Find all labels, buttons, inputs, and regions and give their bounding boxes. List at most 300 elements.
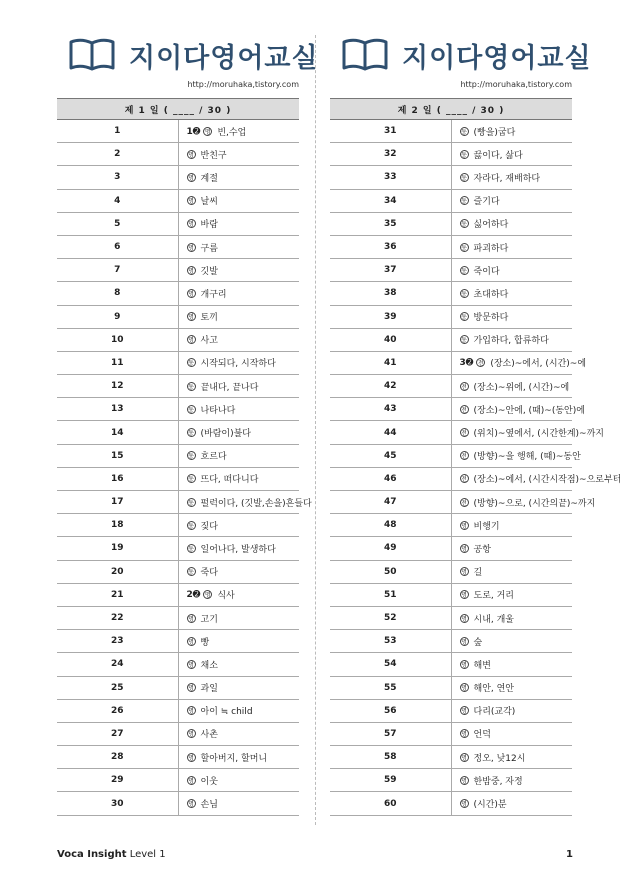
row-number: 6 bbox=[57, 235, 178, 258]
row-meaning-cell bbox=[178, 259, 299, 282]
row-meaning-cell bbox=[178, 746, 299, 769]
meaning-text: 날씨 bbox=[200, 197, 218, 208]
table-row bbox=[330, 676, 572, 699]
row-meaning-cell bbox=[451, 212, 572, 235]
meaning-text: 손님 bbox=[200, 800, 218, 811]
part-of-speech-badge: 명 bbox=[461, 661, 467, 669]
part-of-speech-badge: 동 bbox=[461, 151, 467, 159]
part-of-speech-badge: 동 bbox=[188, 499, 194, 507]
row-meaning-cell bbox=[451, 792, 572, 815]
table-row bbox=[330, 537, 572, 560]
row-meaning-cell bbox=[178, 676, 299, 699]
row-meaning-cell bbox=[178, 143, 299, 166]
row-meaning-cell bbox=[178, 166, 299, 189]
row-meaning-cell bbox=[451, 606, 572, 629]
table-row bbox=[57, 769, 299, 792]
meaning-text: 정오, 낮12시 bbox=[473, 753, 526, 764]
row-number: 28 bbox=[57, 746, 178, 769]
row-number: 47 bbox=[330, 491, 451, 514]
row-meaning-cell bbox=[178, 305, 299, 328]
row-meaning-cell bbox=[451, 560, 572, 583]
meaning-text: 깃발 bbox=[200, 266, 218, 277]
row-meaning-cell bbox=[451, 746, 572, 769]
row-meaning-cell bbox=[178, 375, 299, 398]
row-number: 33 bbox=[330, 166, 451, 189]
row-number: 42 bbox=[330, 375, 451, 398]
table-row bbox=[57, 398, 299, 421]
table-row bbox=[330, 514, 572, 537]
row-number: 13 bbox=[57, 398, 178, 421]
part-of-speech-badge: 명 bbox=[461, 615, 467, 623]
meaning-text: (바람이)불다 bbox=[200, 429, 251, 440]
row-meaning-cell bbox=[451, 143, 572, 166]
meaning-text: 해안, 연안 bbox=[473, 684, 514, 695]
part-of-speech-badge: 명 bbox=[188, 337, 194, 345]
part-of-speech-badge: 명 bbox=[188, 708, 194, 716]
part-of-speech-badge: 동 bbox=[461, 128, 467, 136]
left-column bbox=[57, 30, 319, 811]
row-number: 37 bbox=[330, 259, 451, 282]
row-meaning-cell bbox=[451, 120, 572, 143]
row-number: 11 bbox=[57, 351, 178, 374]
table-row bbox=[57, 444, 299, 467]
table-row bbox=[57, 375, 299, 398]
part-of-speech-badge: 동 bbox=[461, 290, 467, 298]
table-row bbox=[330, 282, 572, 305]
row-number: 58 bbox=[330, 746, 451, 769]
table-row bbox=[57, 699, 299, 722]
table-row bbox=[330, 305, 572, 328]
row-meaning-cell bbox=[178, 514, 299, 537]
brand-header-left bbox=[57, 30, 319, 89]
row-number: 43 bbox=[330, 398, 451, 421]
part-of-speech-badge: 동 bbox=[188, 453, 194, 461]
unit-marker: 2➋ bbox=[186, 590, 201, 601]
row-meaning-cell bbox=[178, 444, 299, 467]
part-of-speech-badge: 전 bbox=[461, 383, 467, 391]
row-number: 60 bbox=[330, 792, 451, 815]
table-row bbox=[330, 259, 572, 282]
part-of-speech-badge: 전 bbox=[477, 360, 484, 368]
row-number: 29 bbox=[57, 769, 178, 792]
row-number: 39 bbox=[330, 305, 451, 328]
vocab-table-day1 bbox=[57, 98, 312, 816]
meaning-text: 채소 bbox=[200, 660, 218, 671]
part-of-speech-badge: 동 bbox=[188, 360, 194, 368]
part-of-speech-badge: 명 bbox=[188, 777, 194, 785]
meaning-text: 개구리 bbox=[200, 289, 227, 300]
row-number: 5 bbox=[57, 212, 178, 235]
row-meaning-cell bbox=[451, 189, 572, 212]
table-header: 제 2 일 ( ____ / 30 ) bbox=[330, 99, 572, 120]
meaning-text: (장소)~안에, (때)~(동안)에 bbox=[473, 405, 585, 416]
part-of-speech-badge: 전 bbox=[461, 406, 467, 414]
row-number: 53 bbox=[330, 630, 451, 653]
meaning-text: 바람 bbox=[200, 220, 218, 231]
row-meaning-cell bbox=[178, 792, 299, 815]
brand-title: 지이다영어교실 bbox=[129, 43, 319, 74]
row-number: 27 bbox=[57, 722, 178, 745]
row-meaning-cell bbox=[451, 676, 572, 699]
row-meaning-cell bbox=[178, 235, 299, 258]
meaning-text: 할아버지, 할머니 bbox=[200, 753, 268, 764]
row-number: 10 bbox=[57, 328, 178, 351]
table-row bbox=[330, 653, 572, 676]
row-number: 48 bbox=[330, 514, 451, 537]
row-meaning-cell bbox=[178, 398, 299, 421]
table-header: 제 1 일 ( ____ / 30 ) bbox=[57, 99, 299, 120]
book-icon bbox=[69, 38, 115, 72]
table-row bbox=[57, 282, 299, 305]
table-row bbox=[57, 537, 299, 560]
meaning-text: 도로, 거리 bbox=[473, 591, 514, 602]
part-of-speech-badge: 명 bbox=[204, 128, 211, 136]
part-of-speech-badge: 명 bbox=[461, 592, 467, 600]
table-row bbox=[330, 444, 572, 467]
table-row bbox=[57, 305, 299, 328]
table-row bbox=[330, 630, 572, 653]
row-meaning-cell bbox=[451, 583, 572, 606]
table-row bbox=[330, 235, 572, 258]
row-meaning-cell bbox=[178, 722, 299, 745]
row-number: 21 bbox=[57, 583, 178, 606]
meaning-text: 토끼 bbox=[200, 313, 218, 324]
meaning-text: 고기 bbox=[200, 614, 218, 625]
meaning-text: 이웃 bbox=[200, 776, 218, 787]
row-number: 15 bbox=[57, 444, 178, 467]
meaning-text: 비행기 bbox=[473, 521, 500, 532]
meaning-text: 숲 bbox=[473, 637, 483, 648]
meaning-text: 흐르다 bbox=[200, 452, 227, 463]
part-of-speech-badge: 동 bbox=[188, 569, 194, 577]
part-of-speech-badge: 명 bbox=[461, 638, 467, 646]
part-of-speech-badge: 명 bbox=[188, 638, 194, 646]
unit-marker: 3➋ bbox=[459, 358, 474, 369]
table-row bbox=[330, 398, 572, 421]
table-row bbox=[57, 189, 299, 212]
meaning-text: 사촌 bbox=[200, 730, 218, 741]
part-of-speech-badge: 명 bbox=[461, 777, 467, 785]
part-of-speech-badge: 명 bbox=[204, 592, 211, 600]
part-of-speech-badge: 명 bbox=[188, 754, 194, 762]
row-number: 57 bbox=[330, 722, 451, 745]
table-row bbox=[57, 421, 299, 444]
table-row bbox=[330, 560, 572, 583]
row-meaning-cell bbox=[451, 166, 572, 189]
row-number: 16 bbox=[57, 467, 178, 490]
meaning-text: (빵을)굽다 bbox=[473, 127, 516, 138]
table-row bbox=[330, 189, 572, 212]
part-of-speech-badge: 명 bbox=[188, 267, 194, 275]
table-row bbox=[330, 699, 572, 722]
table-row bbox=[330, 351, 572, 374]
row-meaning-cell bbox=[451, 722, 572, 745]
table-row bbox=[57, 560, 299, 583]
row-meaning-cell bbox=[451, 328, 572, 351]
row-number: 59 bbox=[330, 769, 451, 792]
part-of-speech-badge: 동 bbox=[188, 430, 194, 438]
table-row bbox=[57, 212, 299, 235]
row-number: 24 bbox=[57, 653, 178, 676]
row-meaning-cell bbox=[178, 630, 299, 653]
meaning-text: 반친구 bbox=[200, 150, 227, 161]
part-of-speech-badge: 동 bbox=[188, 545, 194, 553]
table-row bbox=[330, 375, 572, 398]
table-row bbox=[57, 583, 299, 606]
table-row bbox=[57, 630, 299, 653]
row-number: 52 bbox=[330, 606, 451, 629]
meaning-text: 계절 bbox=[200, 173, 218, 184]
row-number: 3 bbox=[57, 166, 178, 189]
part-of-speech-badge: 명 bbox=[461, 522, 467, 530]
row-number: 46 bbox=[330, 467, 451, 490]
part-of-speech-badge: 명 bbox=[188, 801, 194, 809]
meaning-text: 빈,수업 bbox=[217, 127, 247, 138]
row-meaning-cell bbox=[178, 467, 299, 490]
table-row bbox=[57, 120, 299, 143]
part-of-speech-badge: 명 bbox=[461, 545, 467, 553]
row-number: 26 bbox=[57, 699, 178, 722]
table-row bbox=[330, 120, 572, 143]
table-row bbox=[330, 746, 572, 769]
row-number: 22 bbox=[57, 606, 178, 629]
row-number: 30 bbox=[57, 792, 178, 815]
meaning-text: 방문하다 bbox=[473, 313, 509, 324]
part-of-speech-badge: 전 bbox=[461, 430, 467, 438]
row-number: 44 bbox=[330, 421, 451, 444]
row-meaning-cell bbox=[451, 282, 572, 305]
row-meaning-cell bbox=[451, 699, 572, 722]
table-row bbox=[330, 792, 572, 815]
row-number: 31 bbox=[330, 120, 451, 143]
meaning-text: 파괴하다 bbox=[473, 243, 509, 254]
part-of-speech-badge: 명 bbox=[461, 685, 467, 693]
row-meaning-cell bbox=[451, 467, 622, 490]
table-row bbox=[57, 259, 299, 282]
table-row bbox=[330, 421, 572, 444]
part-of-speech-badge: 동 bbox=[188, 522, 194, 530]
row-meaning-cell bbox=[178, 769, 299, 792]
footer-level: Level 1 bbox=[129, 849, 166, 860]
part-of-speech-badge: 명 bbox=[188, 221, 194, 229]
right-column bbox=[330, 30, 622, 811]
footer-book-title: Voca Insight bbox=[57, 849, 127, 860]
row-meaning-cell bbox=[178, 328, 299, 351]
meaning-text: (장소)~에서, (시간시작점)~으로부터 bbox=[473, 475, 622, 486]
row-number: 45 bbox=[330, 444, 451, 467]
row-meaning-cell bbox=[178, 189, 299, 212]
row-number: 12 bbox=[57, 375, 178, 398]
meaning-text: 한밤중, 자정 bbox=[473, 776, 523, 787]
row-meaning-cell bbox=[451, 491, 596, 514]
part-of-speech-badge: 명 bbox=[188, 244, 194, 252]
meaning-text: 아이 ≒ child bbox=[200, 707, 253, 718]
part-of-speech-badge: 명 bbox=[188, 290, 194, 298]
meaning-text: 시내, 개울 bbox=[473, 614, 514, 625]
meaning-text: 끝내다, 끝나다 bbox=[200, 382, 259, 393]
meaning-text: 가입하다, 합류하다 bbox=[473, 336, 549, 347]
row-meaning-cell bbox=[451, 769, 572, 792]
table-row bbox=[330, 722, 572, 745]
table-row bbox=[57, 676, 299, 699]
row-meaning-cell bbox=[451, 305, 572, 328]
meaning-text: (장소)~에서, (시간)~에 bbox=[490, 359, 587, 370]
meaning-text: 자라다, 재배하다 bbox=[473, 173, 541, 184]
part-of-speech-badge: 전 bbox=[461, 476, 467, 484]
part-of-speech-badge: 명 bbox=[461, 569, 467, 577]
part-of-speech-badge: 명 bbox=[461, 708, 467, 716]
row-meaning-cell bbox=[178, 653, 299, 676]
part-of-speech-badge: 동 bbox=[461, 314, 467, 322]
part-of-speech-badge: 동 bbox=[461, 244, 467, 252]
meaning-text: 싫어하다 bbox=[473, 220, 509, 231]
row-meaning-cell bbox=[178, 537, 299, 560]
part-of-speech-badge: 동 bbox=[461, 174, 467, 182]
meaning-text: (시간)분 bbox=[473, 800, 507, 811]
part-of-speech-badge: 동 bbox=[188, 383, 194, 391]
meaning-text: 다리(교각) bbox=[473, 707, 516, 718]
part-of-speech-badge: 명 bbox=[188, 198, 194, 206]
row-number: 55 bbox=[330, 676, 451, 699]
meaning-text: 빵 bbox=[200, 637, 210, 648]
book-icon bbox=[342, 38, 388, 72]
meaning-text: 끓이다, 삶다 bbox=[473, 150, 523, 161]
row-meaning-cell bbox=[451, 351, 587, 374]
table-row bbox=[330, 166, 572, 189]
meaning-text: 나타나다 bbox=[200, 405, 236, 416]
meaning-text: (장소)~위에, (시간)~에 bbox=[473, 382, 570, 393]
row-number: 51 bbox=[330, 583, 451, 606]
table-row bbox=[57, 467, 299, 490]
table-row bbox=[330, 467, 572, 490]
part-of-speech-badge: 동 bbox=[461, 198, 467, 206]
row-number: 7 bbox=[57, 259, 178, 282]
table-row bbox=[57, 328, 299, 351]
part-of-speech-badge: 명 bbox=[461, 801, 467, 809]
row-number: 8 bbox=[57, 282, 178, 305]
table-row bbox=[330, 583, 572, 606]
brand-header-right bbox=[330, 30, 592, 89]
row-meaning-cell bbox=[451, 398, 585, 421]
row-number: 32 bbox=[330, 143, 451, 166]
meaning-text: 펄럭이다, (깃발,손을)흔들다 bbox=[200, 498, 312, 509]
meaning-text: 뜨다, 떠다니다 bbox=[200, 475, 259, 486]
row-number: 19 bbox=[57, 537, 178, 560]
part-of-speech-badge: 명 bbox=[461, 731, 467, 739]
row-number: 9 bbox=[57, 305, 178, 328]
row-number: 36 bbox=[330, 235, 451, 258]
part-of-speech-badge: 명 bbox=[188, 615, 194, 623]
table-row bbox=[57, 514, 299, 537]
part-of-speech-badge: 동 bbox=[188, 406, 194, 414]
meaning-text: 사고 bbox=[200, 336, 218, 347]
table-row bbox=[57, 351, 299, 374]
row-meaning-cell bbox=[451, 537, 572, 560]
table-row bbox=[57, 746, 299, 769]
table-row bbox=[57, 606, 299, 629]
row-meaning-cell bbox=[451, 444, 581, 467]
meaning-text: 식사 bbox=[217, 591, 235, 602]
row-meaning-cell bbox=[178, 212, 299, 235]
part-of-speech-badge: 명 bbox=[188, 174, 194, 182]
part-of-speech-badge: 명 bbox=[461, 754, 467, 762]
row-meaning-cell bbox=[178, 583, 299, 606]
table-row bbox=[57, 792, 299, 815]
row-meaning-cell bbox=[451, 375, 572, 398]
meaning-text: 구름 bbox=[200, 243, 218, 254]
meaning-text: 시작되다, 시작하다 bbox=[200, 359, 276, 370]
column-divider bbox=[315, 35, 316, 825]
part-of-speech-badge: 명 bbox=[188, 151, 194, 159]
table-row bbox=[57, 653, 299, 676]
row-meaning-cell bbox=[451, 235, 572, 258]
row-meaning-cell bbox=[451, 630, 572, 653]
meaning-text: 공항 bbox=[473, 544, 491, 555]
part-of-speech-badge: 명 bbox=[188, 314, 194, 322]
part-of-speech-badge: 명 bbox=[188, 685, 194, 693]
table-row bbox=[330, 491, 572, 514]
row-meaning-cell bbox=[451, 653, 572, 676]
row-number: 54 bbox=[330, 653, 451, 676]
table-row bbox=[330, 328, 572, 351]
meaning-text: 언덕 bbox=[473, 730, 491, 741]
row-number: 23 bbox=[57, 630, 178, 653]
row-number: 50 bbox=[330, 560, 451, 583]
table-row bbox=[57, 166, 299, 189]
part-of-speech-badge: 명 bbox=[188, 661, 194, 669]
row-meaning-cell bbox=[178, 699, 299, 722]
row-number: 14 bbox=[57, 421, 178, 444]
row-number: 1 bbox=[57, 120, 178, 143]
row-meaning-cell bbox=[178, 282, 299, 305]
row-meaning-cell bbox=[178, 491, 312, 514]
row-number: 40 bbox=[330, 328, 451, 351]
page-number: 1 bbox=[566, 849, 573, 860]
row-meaning-cell bbox=[178, 606, 299, 629]
row-number: 18 bbox=[57, 514, 178, 537]
brand-url: http://moruhaka,tistory.com bbox=[187, 80, 299, 89]
part-of-speech-badge: 전 bbox=[461, 499, 467, 507]
footer-title bbox=[57, 849, 166, 860]
row-meaning-cell bbox=[451, 421, 604, 444]
table-row bbox=[330, 769, 572, 792]
table-row bbox=[57, 235, 299, 258]
row-number: 17 bbox=[57, 491, 178, 514]
row-number: 34 bbox=[330, 189, 451, 212]
row-number: 25 bbox=[57, 676, 178, 699]
row-number: 2 bbox=[57, 143, 178, 166]
row-meaning-cell bbox=[178, 421, 299, 444]
meaning-text: (위치)~옆에서, (시간한계)~까지 bbox=[473, 429, 604, 440]
meaning-text: 죽이다 bbox=[473, 266, 500, 277]
part-of-speech-badge: 동 bbox=[461, 267, 467, 275]
table-row bbox=[330, 143, 572, 166]
row-number: 20 bbox=[57, 560, 178, 583]
row-number: 49 bbox=[330, 537, 451, 560]
table-row bbox=[330, 212, 572, 235]
part-of-speech-badge: 전 bbox=[461, 453, 467, 461]
row-meaning-cell bbox=[451, 514, 572, 537]
meaning-text: (방향)~으로, (시간의끝)~까지 bbox=[473, 498, 596, 509]
vocab-table-day2 bbox=[330, 98, 622, 816]
row-meaning-cell bbox=[451, 259, 572, 282]
part-of-speech-badge: 동 bbox=[461, 221, 467, 229]
meaning-text: 짖다 bbox=[200, 521, 218, 532]
part-of-speech-badge: 명 bbox=[188, 731, 194, 739]
table-row bbox=[57, 143, 299, 166]
brand-url: http://moruhaka,tistory.com bbox=[460, 80, 572, 89]
meaning-text: 길 bbox=[473, 568, 483, 579]
